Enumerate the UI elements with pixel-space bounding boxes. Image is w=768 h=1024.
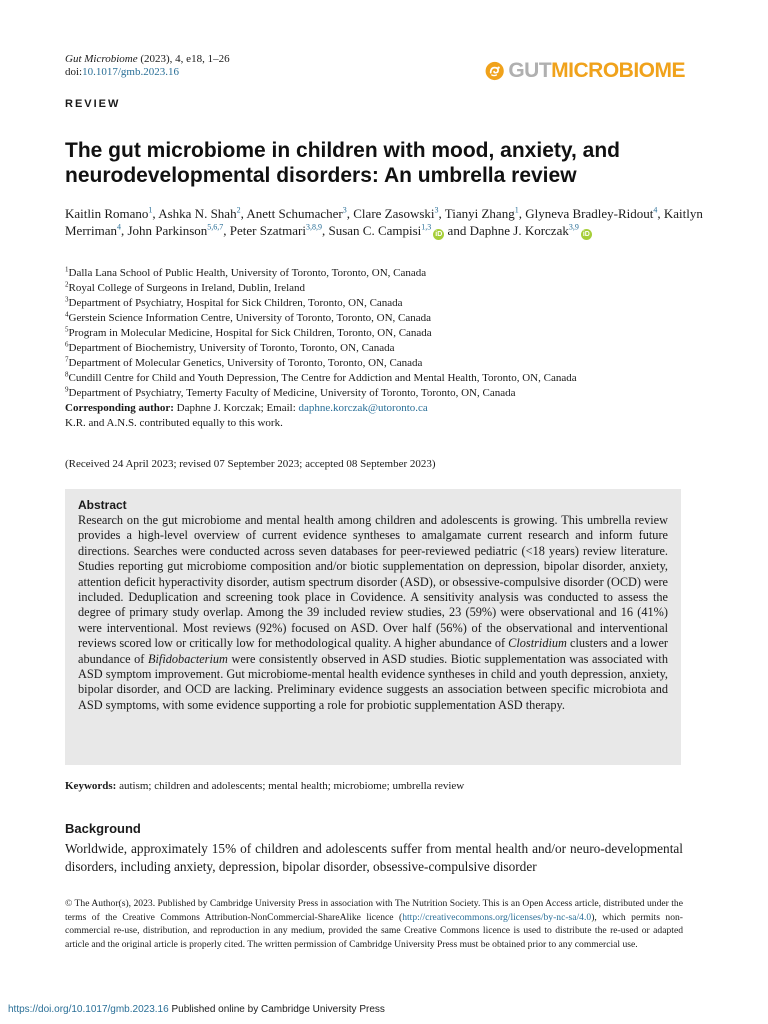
affiliation-number: 6 bbox=[65, 340, 69, 349]
orcid-icon[interactable]: iD bbox=[582, 231, 590, 238]
author-separator: , bbox=[321, 223, 329, 238]
abstract-part-2: clusters and a lower abundance of bbox=[78, 636, 668, 666]
author-affiliation-sup: 4 bbox=[653, 205, 658, 215]
affiliation-text: Department of Psychiatry, Hospital for Sick Children, Toronto, ON, Canada bbox=[68, 297, 403, 309]
author-affiliation-sup: 1,3 bbox=[421, 222, 432, 232]
author-separator: , bbox=[152, 206, 159, 221]
abstract-part-1: Research on the gut microbiome and mental health among children and adolescents is growing. This umbrella review provides a high-level overview of current evidence syntheses to amalgamate current research and inform future directions. Searches were conducted across seven databases for peer-reviewed pediatric (<18 years) review literature. Studies reporting gut microbiome composition and/or biotic supplementation on depression, bipolar disorder, anxiety, attention deficit hyperactivity disorder, autism spectrum disorder (ASD), or obsessive-compulsive disorder (OCD) were included. Deduplication and screening took place in Covidence. A sensitivity analysis was conducted to assess the degree of primary study overlap. Among the 39 included review studies, 23 (59%) were observational and 16 (41%) were interventional. Most reviews (92%) focused on ASD. Over half (56%) of the observational and interventional reviews scored low or critically low for methodological quality. A higher abundance of bbox=[78, 513, 668, 651]
author-name: John Parkinson bbox=[127, 223, 208, 238]
background-text: Worldwide, approximately 15% of children and adolescents suffer from mental health and/or neuro-developmental disorders, including anxiety, depression, bipolar disorder, obsessive-compulsive disorder bbox=[65, 841, 683, 874]
author-affiliation-sup: 1 bbox=[514, 205, 519, 215]
affiliation-item bbox=[65, 341, 705, 356]
author-affiliation-sup: 3 bbox=[342, 205, 347, 215]
affiliation-text: Cundill Centre for Child and Youth Depression, The Centre for Addiction and Mental Health, Toronto, ON, Canada bbox=[68, 372, 577, 384]
email-link[interactable]: daphne.korczak@utoronto.ca bbox=[298, 402, 428, 414]
logo-wordmark bbox=[508, 59, 685, 83]
article-type: REVIEW bbox=[65, 98, 121, 110]
license-link[interactable]: http://creativecommons.org/licenses/by-nc-sa/4.0 bbox=[402, 911, 592, 923]
contribution-note: K.R. and A.N.S. contributed equally to this work. bbox=[65, 417, 283, 429]
affiliation-number: 4 bbox=[65, 310, 69, 319]
author-name: Glyneva Bradley-Ridout bbox=[525, 206, 654, 221]
author-name: Peter Szatmari bbox=[229, 223, 306, 238]
affiliation-number: 5 bbox=[65, 325, 69, 334]
footer-published: Published online by Cambridge University Press bbox=[168, 1004, 385, 1015]
author-separator: , bbox=[120, 223, 128, 238]
corresponding-text: Daphne J. Korczak; Email: bbox=[173, 402, 299, 414]
orcid-icon[interactable]: iD bbox=[435, 231, 443, 238]
gut-microbiome-logo-icon bbox=[485, 54, 504, 88]
logo-gut: GUT bbox=[508, 59, 552, 82]
abstract-box bbox=[65, 489, 681, 765]
author-affiliation-sup: 2 bbox=[236, 205, 241, 215]
journal-name: Gut Microbiome bbox=[65, 53, 138, 65]
affiliation-item bbox=[65, 266, 705, 281]
journal-logo[interactable] bbox=[485, 54, 685, 88]
abstract-part-3: were consistently observed in ASD studies. Biotic supplementation was associated with ASD symptom improvement. Gut microbiome-mental health evidence syntheses in child and youth depression, anxiety, bipolar disorder, and OCD are lacking. Preliminary evidence suggests an association between specific microbiota and ASD symptoms, with some evidence supporting a role for probiotic supplementation ASD therapy. bbox=[78, 651, 669, 712]
abstract-italic-2: Bifidobacterium bbox=[148, 651, 228, 666]
author-name: Ashka N. Shah bbox=[158, 206, 237, 221]
affiliation-item bbox=[65, 371, 705, 386]
affiliation-item bbox=[65, 296, 705, 311]
affiliation-number: 9 bbox=[65, 385, 69, 394]
affiliation-item bbox=[65, 281, 705, 296]
author-affiliation-sup: 3,8,9 bbox=[305, 222, 322, 232]
author-separator: , bbox=[240, 206, 247, 221]
author-name: Susan C. Campisi bbox=[328, 223, 422, 238]
doi-prefix: doi: bbox=[65, 66, 83, 78]
affiliation-text: Department of Molecular Genetics, University of Toronto, Toronto, ON, Canada bbox=[68, 357, 423, 369]
author-affiliation-sup: 1 bbox=[148, 205, 153, 215]
affiliation-text: Program in Molecular Medicine, Hospital for Sick Children, Toronto, ON, Canada bbox=[68, 327, 432, 339]
footer bbox=[8, 1004, 385, 1015]
affiliation-text: Dalla Lana School of Public Health, University of Toronto, Toronto, ON, Canada bbox=[68, 267, 427, 279]
author-affiliation-sup: 4 bbox=[116, 222, 121, 232]
affiliations bbox=[65, 266, 705, 431]
author-separator: , bbox=[657, 206, 664, 221]
affiliation-item bbox=[65, 386, 705, 401]
keywords-text: autism; children and adolescents; mental health; microbiome; umbrella review bbox=[116, 780, 465, 792]
affiliation-number: 1 bbox=[65, 265, 69, 274]
logo-micro: MICROBIOME bbox=[551, 59, 685, 82]
affiliation-item bbox=[65, 311, 705, 326]
author-name: Tianyi Zhang bbox=[444, 206, 515, 221]
author-separator: and bbox=[444, 223, 470, 238]
affiliation-number: 2 bbox=[65, 280, 69, 289]
corresponding-label: Corresponding author: bbox=[65, 402, 174, 414]
article-title: The gut microbiome in children with mood, anxiety, and neurodevelopmental disorders: An umbrella review bbox=[65, 139, 620, 187]
author-name: Kaitlin Romano bbox=[65, 206, 149, 221]
footer-doi-link[interactable]: https://doi.org/10.1017/gmb.2023.16 bbox=[8, 1004, 169, 1015]
affiliation-item bbox=[65, 356, 705, 371]
keywords-label: Keywords: bbox=[65, 780, 117, 792]
author-affiliation-sup: 5,6,7 bbox=[207, 222, 224, 232]
corresponding-author bbox=[65, 401, 705, 416]
copyright-part-2: ), which permits non-commercial re-use, distribution, and reproduction in any medium, provided the same Creative Commons licence is used to distribute the re-used or adapted article and the original article is properly cited. The written permission of Cambridge University Press must be obtained prior to any commercial use. bbox=[65, 911, 683, 950]
author-name: Anett Schumacher bbox=[246, 206, 343, 221]
journal-volume: (2023), 4, e18, 1–26 bbox=[140, 53, 230, 65]
affiliation-text: Royal College of Surgeons in Ireland, Dublin, Ireland bbox=[68, 282, 306, 294]
affiliation-list bbox=[65, 266, 705, 401]
author-name: Clare Zasowski bbox=[353, 206, 435, 221]
abstract-italic-1: Clostridium bbox=[508, 636, 567, 651]
received-dates: (Received 24 April 2023; revised 07 September 2023; accepted 08 September 2023) bbox=[65, 458, 436, 470]
author-name: Daphne J. Korczak bbox=[469, 223, 569, 238]
abstract-text bbox=[78, 513, 668, 713]
affiliation-number: 3 bbox=[65, 295, 69, 304]
affiliation-text: Gerstein Science Information Centre, University of Toronto, Toronto, ON, Canada bbox=[68, 312, 431, 324]
doi-link[interactable]: 10.1017/gmb.2023.16 bbox=[82, 66, 179, 78]
journal-citation bbox=[65, 53, 230, 79]
author-name: Kaitlyn Merriman bbox=[65, 206, 703, 238]
author-list bbox=[65, 205, 705, 240]
author-affiliation-sup: 3 bbox=[434, 205, 439, 215]
keywords bbox=[65, 780, 464, 792]
author-separator: , bbox=[518, 206, 526, 221]
affiliation-item bbox=[65, 326, 705, 341]
background-heading: Background bbox=[65, 821, 141, 836]
author-separator: , bbox=[346, 206, 354, 221]
affiliation-text: Department of Biochemistry, University of Toronto, Toronto, ON, Canada bbox=[68, 342, 395, 354]
affiliation-text: Department of Psychiatry, Temerty Faculty of Medicine, University of Toronto, Toronto, ON, Canada bbox=[68, 387, 516, 399]
affiliation-number: 8 bbox=[65, 370, 69, 379]
affiliation-number: 7 bbox=[65, 355, 69, 364]
abstract-heading: Abstract bbox=[78, 498, 127, 512]
copyright-notice bbox=[65, 897, 683, 951]
author-separator: , bbox=[223, 223, 230, 238]
copyright-part-1: © The Author(s), 2023. Published by Cambridge University Press in association with The Nutrition Society. This is an Open Access article, distributed under the terms of the Creative Commons Attribution-NonCommercial-ShareAlike licence ( bbox=[65, 898, 683, 923]
author-affiliation-sup: 3,9 bbox=[568, 222, 579, 232]
author-separator: , bbox=[438, 206, 445, 221]
